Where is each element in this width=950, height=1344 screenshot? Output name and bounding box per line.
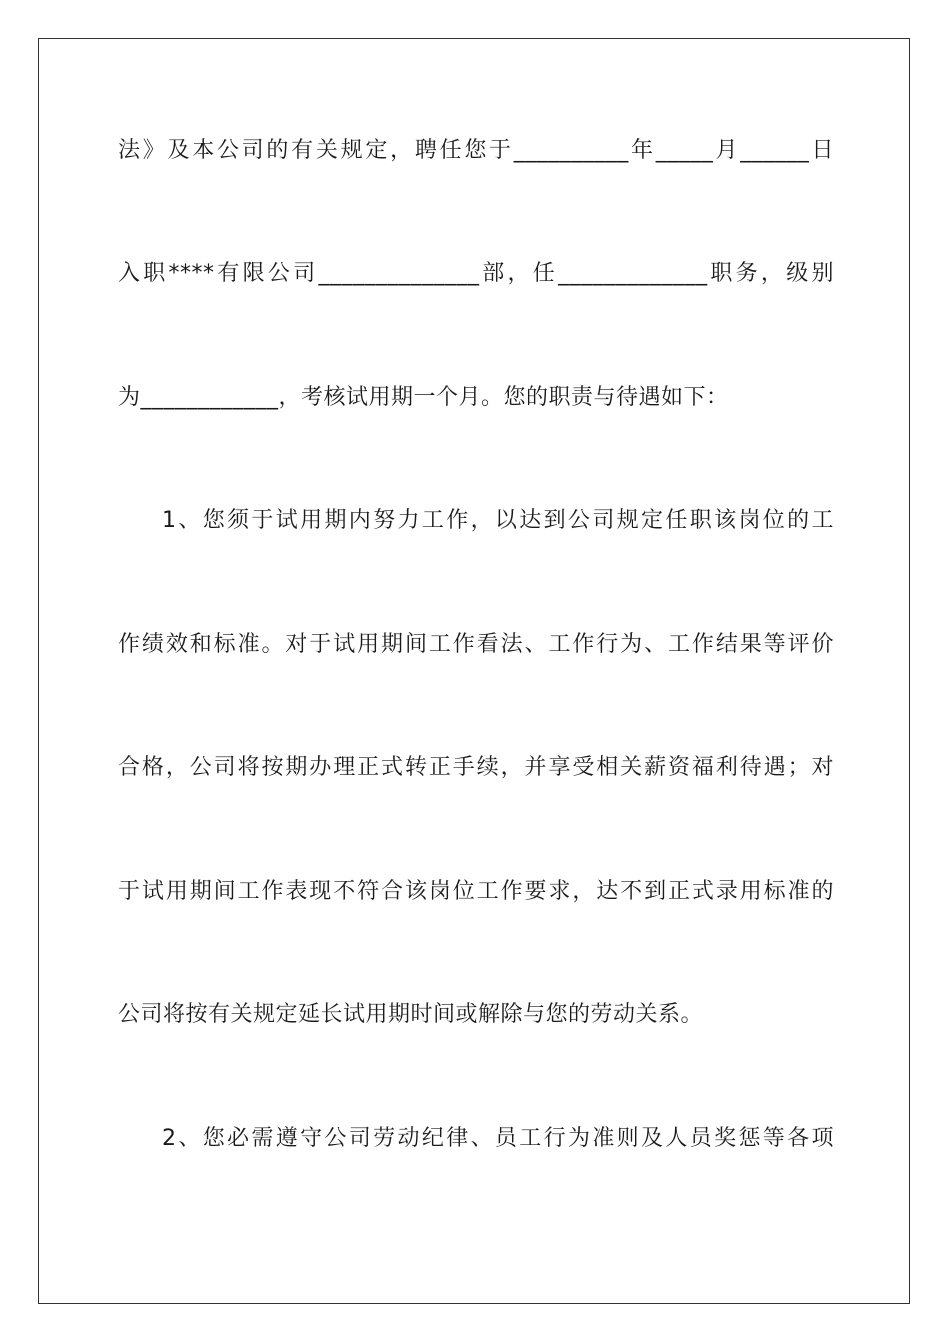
paragraph-line-3: 为____________，考核试用期一个月。您的职责与待遇如下： bbox=[118, 385, 729, 410]
item-1-line-5: 公司将按有关规定延长试用期时间或解除与您的劳动关系。 bbox=[118, 1002, 704, 1027]
item-1-line-2: 作绩效和标准。对于试用期间工作看法、工作行为、工作结果等评价 bbox=[118, 632, 834, 657]
item-1-line-3: 合格，公司将按期办理正式转正手续，并享受相关薪资福利待遇；对 bbox=[118, 755, 834, 780]
item-1-line-4: 于试用期间工作表现不符合该岗位工作要求，达不到正式录用标准的 bbox=[118, 879, 834, 904]
item-2-line-1: 2、您必需遵守公司劳动纪律、员工行为准则及人员奖惩等各项 bbox=[162, 1126, 834, 1151]
page-border bbox=[38, 38, 910, 1304]
paragraph-line-1: 法》及本公司的有关规定，聘任您于__________年_____月______日 bbox=[118, 138, 834, 163]
paragraph-line-2: 入职****有限公司______________部，任_____________职务，级别 bbox=[118, 261, 834, 286]
item-1-line-1: 1、您须于试用期内努力工作，以达到公司规定任职该岗位的工 bbox=[162, 508, 834, 533]
